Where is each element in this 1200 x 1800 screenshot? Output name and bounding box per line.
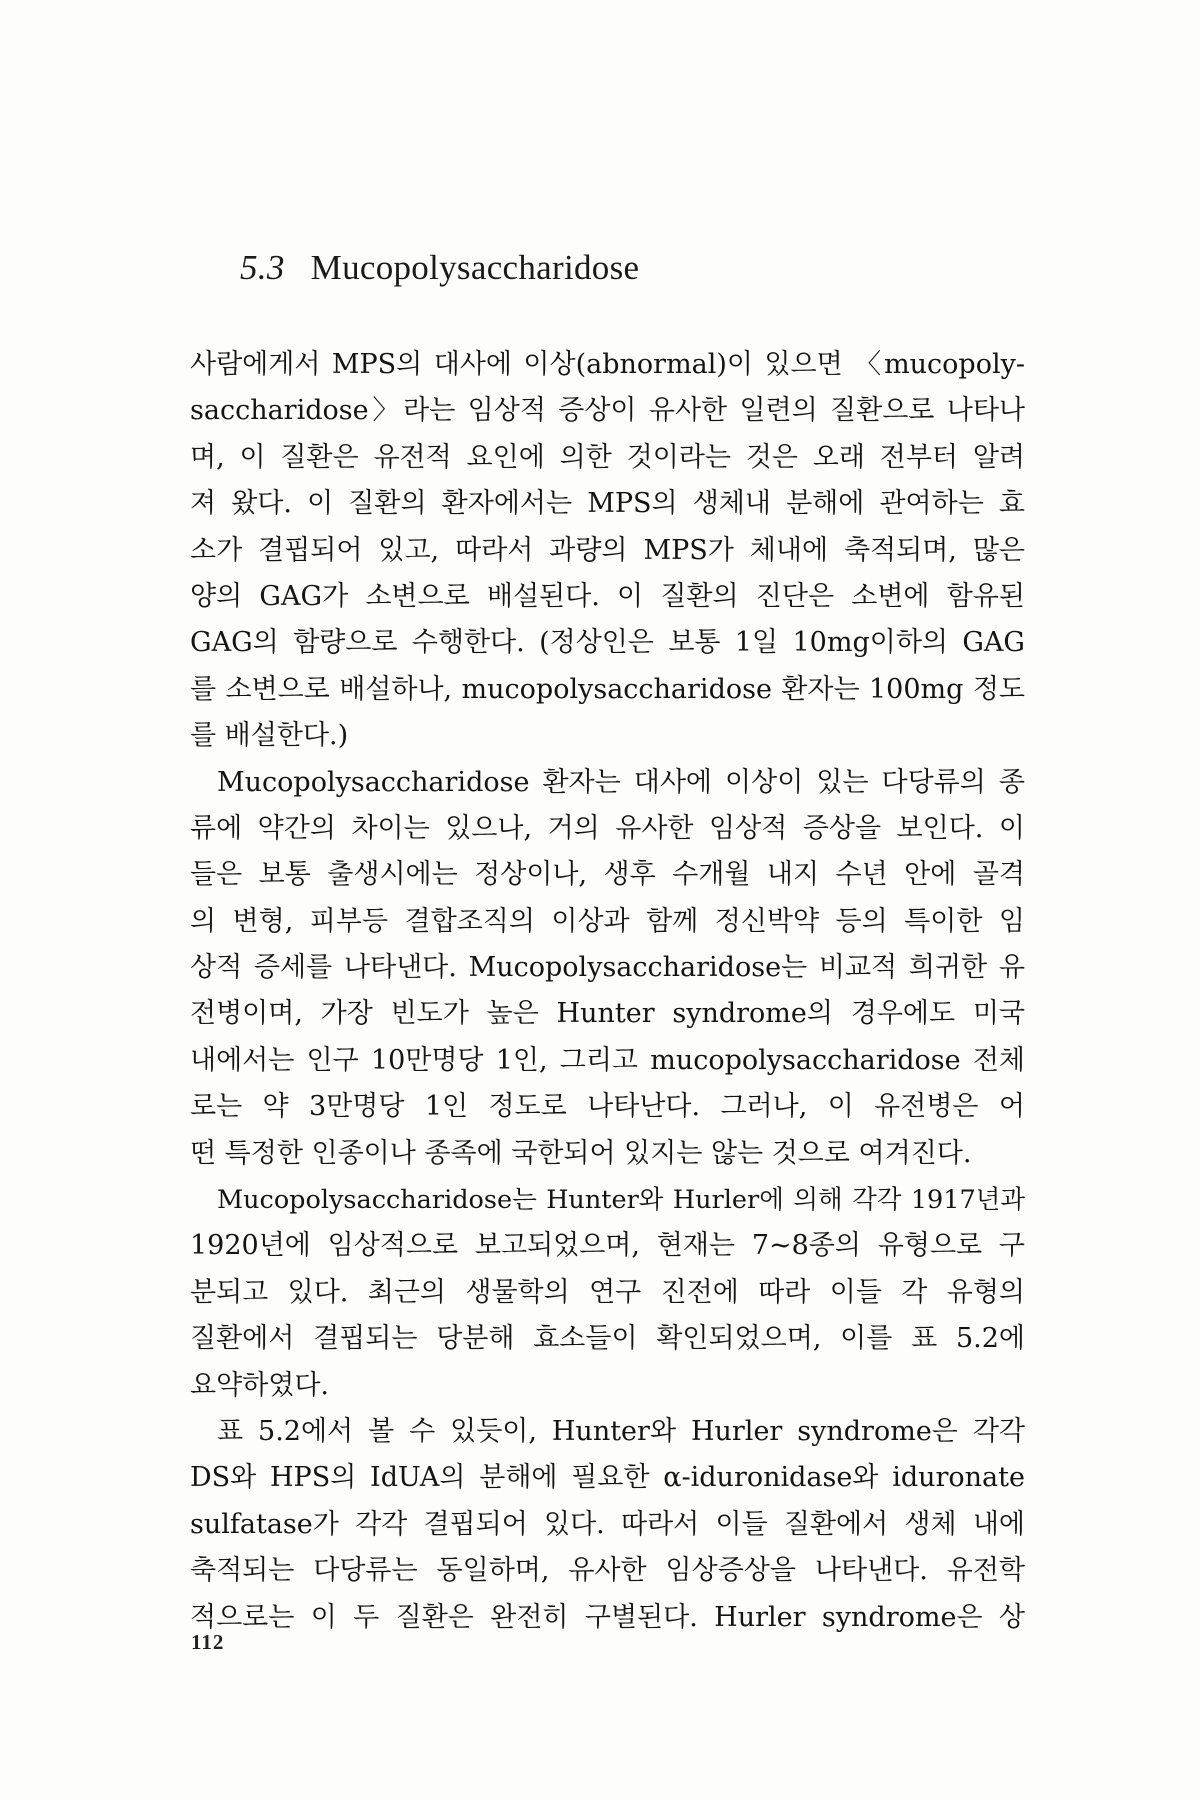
text-line: 전병이며, 가장 빈도가 높은 Hunter syndrome의 경우에도 미국 <box>190 998 1025 1030</box>
text-line: sulfatase가 각각 결핍되어 있다. 따라서 이들 질환에서 생체 내에 <box>190 1508 1025 1540</box>
text-line: 적으로는 이 두 질환은 완전히 구별된다. Hurler syndrome은 상 <box>190 1601 1025 1633</box>
text-line: 들은 보통 출생시에는 정상이나, 생후 수개월 내지 수년 안에 골격 <box>190 859 1025 891</box>
body-text <box>190 342 1025 1641</box>
text-line: 축적되는 다당류는 동일하며, 유사한 임상증상을 나타낸다. 유전학 <box>190 1555 1025 1587</box>
section-number: 5.3 <box>240 248 285 287</box>
section-title: Mucopolysaccharidose <box>310 248 640 287</box>
text-line: 류에 약간의 차이는 있으나, 거의 유사한 임상적 증상을 보인다. 이 <box>190 812 1025 844</box>
text-line: 양의 GAG가 소변으로 배설된다. 이 질환의 진단은 소변에 함유된 <box>190 580 1025 612</box>
section-heading <box>240 248 639 288</box>
text-line: 로는 약 3만명당 1인 정도로 나타난다. 그러나, 이 유전병은 어 <box>190 1091 1025 1123</box>
text-line: 1920년에 임상적으로 보고되었으며, 현재는 7~8종의 유형으로 구 <box>190 1230 1025 1262</box>
text-line: 져 왔다. 이 질환의 환자에서는 MPS의 생체내 분해에 관여하는 효 <box>190 488 1025 520</box>
text-line: Mucopolysaccharidose 환자는 대사에 이상이 있는 다당류의 종 <box>217 766 1025 798</box>
text-line: 질환에서 결핍되는 당분해 효소들이 확인되었으며, 이를 표 5.2에 <box>190 1323 1025 1355</box>
text-line: 의 변형, 피부등 결합조직의 이상과 함께 정신박약 등의 특이한 임 <box>190 905 1025 937</box>
text-line: 내에서는 인구 10만명당 1인, 그리고 mucopolysaccharidose 전체 <box>190 1044 1025 1076</box>
text-line: 떤 특정한 인종이나 종족에 국한되어 있지는 않는 것으로 여겨진다. <box>190 1137 972 1169</box>
text-line: 며, 이 질환은 유전적 요인에 의한 것이라는 것은 오래 전부터 알려 <box>190 441 1025 473</box>
text-line: Mucopolysaccharidose는 Hunter와 Hurler에 의해 각각 1917년과 <box>217 1185 1025 1216</box>
text-line: 분되고 있다. 최근의 생물학의 연구 진전에 따라 이들 각 유형의 <box>190 1276 1025 1308</box>
text-line: saccharidose〉라는 임상적 증상이 유사한 일련의 질환으로 나타나 <box>190 395 1025 427</box>
text-line: 를 소변으로 배설하나, mucopolysaccharidose 환자는 100mg 정도 <box>190 673 1025 705</box>
text-line: GAG의 함량으로 수행한다. (정상인은 보통 1일 10mg이하의 GAG <box>190 627 1025 659</box>
text-line: 표 5.2에서 볼 수 있듯이, Hunter와 Hurler syndrome은 각각 <box>217 1415 1025 1447</box>
text-line: 상적 증세를 나타낸다. Mucopolysaccharidose는 비교적 희귀한 유 <box>190 952 1025 984</box>
text-line: 요약하였다. <box>190 1369 329 1401</box>
text-line: 소가 결핍되어 있고, 따라서 과량의 MPS가 체내에 축적되며, 많은 <box>190 534 1025 566</box>
text-line: DS와 HPS의 IdUA의 분해에 필요한 α-iduronidase와 iduronate <box>190 1462 1025 1494</box>
text-line: 사람에게서 MPS의 대사에 이상(abnormal)이 있으면 〈mucopoly- <box>190 349 1025 380</box>
text-line: 를 배설한다.) <box>190 720 349 752</box>
page-number: 112 <box>191 1630 225 1654</box>
